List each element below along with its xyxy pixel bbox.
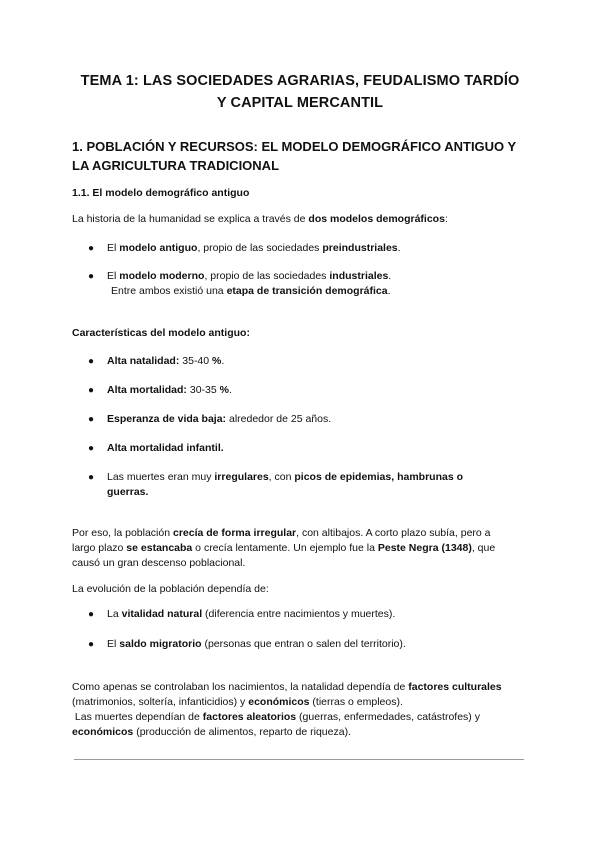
bold-text: factores aleatorios	[202, 711, 297, 723]
list-item	[107, 412, 507, 427]
bold-text: modelo moderno	[119, 270, 205, 282]
list-item	[107, 607, 507, 622]
bold-text: preindustriales	[322, 242, 398, 254]
bold-text: Alta mortalidad infantil.	[107, 442, 224, 454]
bold-text: etapa de transición demográfica	[226, 285, 388, 297]
bold-text: industriales	[329, 270, 389, 282]
bold-text: saldo migratorio	[119, 638, 202, 650]
bullet-icon: ●	[88, 639, 95, 650]
text: (matrimonios, soltería, infanticidios) y	[72, 696, 249, 708]
text: (producción de alimentos, reparto de riqueza).	[133, 726, 351, 738]
title-line-1: TEMA 1: LAS SOCIEDADES AGRARIAS, FEUDALISMO TARDÍO	[80, 73, 520, 89]
bullet-icon: ●	[88, 414, 95, 425]
text: La	[107, 608, 122, 620]
bullet-icon: ●	[88, 443, 95, 454]
text: , propio de las sociedades	[197, 242, 323, 254]
intro-paragraph	[72, 212, 530, 227]
text: .	[221, 355, 225, 367]
bold-text: económicos	[72, 726, 134, 738]
bold-text: irregulares	[214, 471, 269, 483]
document-title	[60, 70, 540, 114]
bold-text: Alta natalidad:	[107, 355, 180, 367]
text: (guerras, enfermedades, catástrofes) y	[296, 711, 480, 723]
list-item	[107, 241, 507, 256]
text: .	[228, 384, 232, 396]
bold-text: %	[219, 384, 229, 396]
text: o crecía lentamente. Un ejemplo fue la	[192, 542, 378, 554]
intro-end: :	[444, 213, 448, 225]
text: largo plazo	[72, 542, 127, 554]
bold-text: crecía de forma irregular	[172, 527, 297, 539]
transition-text	[111, 284, 511, 299]
list-item	[107, 383, 507, 398]
bold-text: factores culturales	[408, 681, 502, 693]
text: Las muertes eran muy	[107, 471, 215, 483]
bold-text: Alta mortalidad:	[107, 384, 187, 396]
paragraph	[72, 526, 530, 571]
paragraph	[72, 680, 542, 740]
characteristics-heading: Características del modelo antiguo:	[72, 327, 250, 339]
list-item	[107, 441, 507, 456]
subsection-heading: 1.1. El modelo demográfico antiguo	[72, 187, 250, 199]
list-item	[107, 470, 507, 500]
text: El	[107, 270, 120, 282]
list-item	[107, 637, 507, 652]
bullet-icon: ●	[88, 385, 95, 396]
section-heading-line-1: 1. POBLACIÓN Y RECURSOS: EL MODELO DEMOGRÁFICO ANTIGUO Y	[72, 139, 517, 154]
bullet-icon: ●	[88, 609, 95, 620]
bold-text: guerras.	[107, 486, 149, 498]
text: El	[107, 638, 120, 650]
list-item	[107, 354, 507, 369]
text: , con	[268, 471, 295, 483]
text: , propio de las sociedades	[204, 270, 330, 282]
title-line-2: Y CAPITAL MERCANTIL	[216, 95, 384, 111]
text: alrededor de 25 años.	[226, 413, 332, 425]
text: causó un gran descenso poblacional.	[72, 557, 246, 569]
text: Como apenas se controlaban los nacimientos, la natalidad dependía de	[72, 681, 409, 693]
text: .	[387, 285, 391, 297]
bullet-icon: ●	[88, 271, 95, 282]
section-heading	[72, 137, 542, 175]
bold-text: se estancaba	[126, 542, 193, 554]
text: .	[388, 270, 392, 282]
text: 30-35	[186, 384, 220, 396]
text: (tierras o empleos).	[309, 696, 403, 708]
bold-text: picos de epidemias, hambrunas o	[294, 471, 463, 483]
horizontal-rule	[74, 759, 524, 760]
bold-text: Esperanza de vida baja:	[107, 413, 227, 425]
bold-text: vitalidad natural	[121, 608, 203, 620]
bold-text: modelo antiguo	[119, 242, 198, 254]
text: Por eso, la población	[72, 527, 173, 539]
bullet-icon: ●	[88, 356, 95, 367]
evolution-text: La evolución de la población dependía de:	[72, 583, 269, 595]
text: .	[397, 242, 401, 254]
text: El	[107, 242, 120, 254]
list-item	[107, 269, 507, 284]
bold-text: Peste Negra (1348)	[377, 542, 472, 554]
text: Las muertes dependían de	[74, 711, 203, 723]
bullet-icon: ●	[88, 243, 95, 254]
section-heading-line-2: LA AGRICULTURA TRADICIONAL	[72, 158, 280, 173]
bold-text: económicos	[248, 696, 310, 708]
text: (personas que entran o salen del territorio).	[201, 638, 406, 650]
text: Entre ambos existió una	[111, 285, 227, 297]
bold-text: %	[212, 355, 222, 367]
bullet-icon: ●	[88, 472, 95, 483]
text: 35-40	[179, 355, 213, 367]
intro-text: La historia de la humanidad se explica a través de	[72, 213, 309, 225]
text: , que	[471, 542, 496, 554]
intro-bold: dos modelos demográficos	[308, 213, 445, 225]
text: (diferencia entre nacimientos y muertes).	[202, 608, 396, 620]
text: , con altibajos. A corto plazo subía, pero a	[296, 527, 491, 539]
